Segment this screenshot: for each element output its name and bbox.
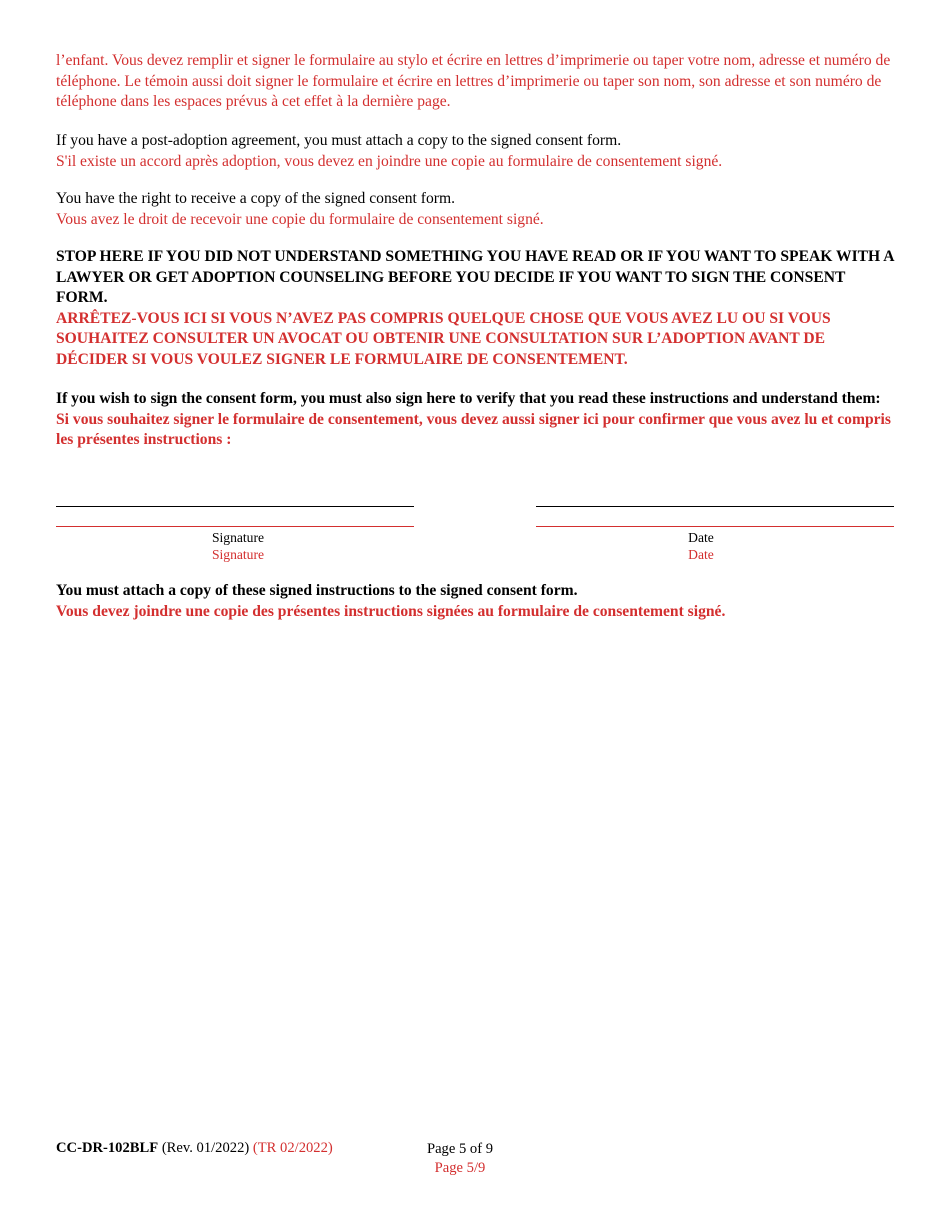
intro-paragraph-fr: l’enfant. Vous devez remplir et signer le formulaire au stylo et écrire en lettres d’imprimerie ou taper votre nom, adresse et numéro de téléphone. Le témoin aussi doit signer le formulaire et écrire en lettres d’imprimerie ou taper son nom, son adresse et son numéro de téléphone dans les espaces prévus à cet effet à la dernière page. [56,52,891,111]
right-copy-paragraph [56,189,896,230]
sign-instructions-en: If you wish to sign the consent form, you must also sign here to verify that you read these instructions and understand them: [56,390,881,407]
page-number-en: Page 5 of 9 [426,1141,494,1157]
signature-label [56,529,420,563]
stop-warning [56,247,896,371]
attach-instructions-en: You must attach a copy of these signed instructions to the signed consent form. [56,582,578,599]
right-copy-text-fr: Vous avez le droit de recevoir une copie du formulaire de consentement signé. [56,210,544,228]
date-line[interactable] [536,506,894,507]
form-identifier [56,1140,333,1157]
stop-warning-en: STOP HERE IF YOU DID NOT UNDERSTAND SOMETHING YOU HAVE READ OR IF YOU WANT TO SPEAK WITH A LAWYER OR GET ADOPTION COUNSELING BEFORE YOU DECIDE IF YOU WANT TO SIGN THE CONSENT FORM. [56,248,894,307]
attach-instructions [56,581,896,622]
signature-line-fr [56,526,414,527]
right-copy-text-en: You have the right to receive a copy of the signed consent form. [56,190,455,207]
sign-instructions [56,389,896,451]
form-translation-revision: (TR 02/2022) [252,1140,333,1156]
date-label-en: Date [688,530,714,545]
page-number [410,1140,510,1178]
signature-line[interactable] [56,506,414,507]
attach-instructions-fr: Vous devez joindre une copie des présentes instructions signées au formulaire de consentement signé. [56,602,726,620]
date-label-fr: Date [688,547,714,562]
date-line-fr [536,526,894,527]
date-label [536,529,866,563]
stop-warning-fr: ARRÊTEZ-VOUS ICI SI VOUS N’AVEZ PAS COMPRIS QUELQUE CHOSE QUE VOUS AVEZ LU OU SI VOUS SOUHAITEZ CONSULTER UN AVOCAT OU OBTENIR UNE CONSULTATION SUR L’ADOPTION AVANT DE DÉCIDER SI VOUS VOULEZ SIGNER LE FORMULAIRE DE CONSENTEMENT. [56,309,831,368]
sign-instructions-fr: Si vous souhaitez signer le formulaire de consentement, vous devez aussi signer ici pour confirmer que vous avez lu et compris les présentes instructions : [56,410,891,449]
form-revision: (Rev. 01/2022) [161,1140,250,1156]
post-adoption-paragraph [56,131,896,172]
post-adoption-text-en: If you have a post-adoption agreement, you must attach a copy to the signed consent form. [56,132,622,149]
page-number-fr: Page 5/9 [434,1160,486,1176]
form-code: CC-DR-102BLF [56,1140,159,1156]
post-adoption-text-fr: S'il existe un accord après adoption, vous devez en joindre une copie au formulaire de consentement signé. [56,152,723,170]
signature-label-fr: Signature [211,547,265,562]
signature-label-en: Signature [211,530,265,545]
